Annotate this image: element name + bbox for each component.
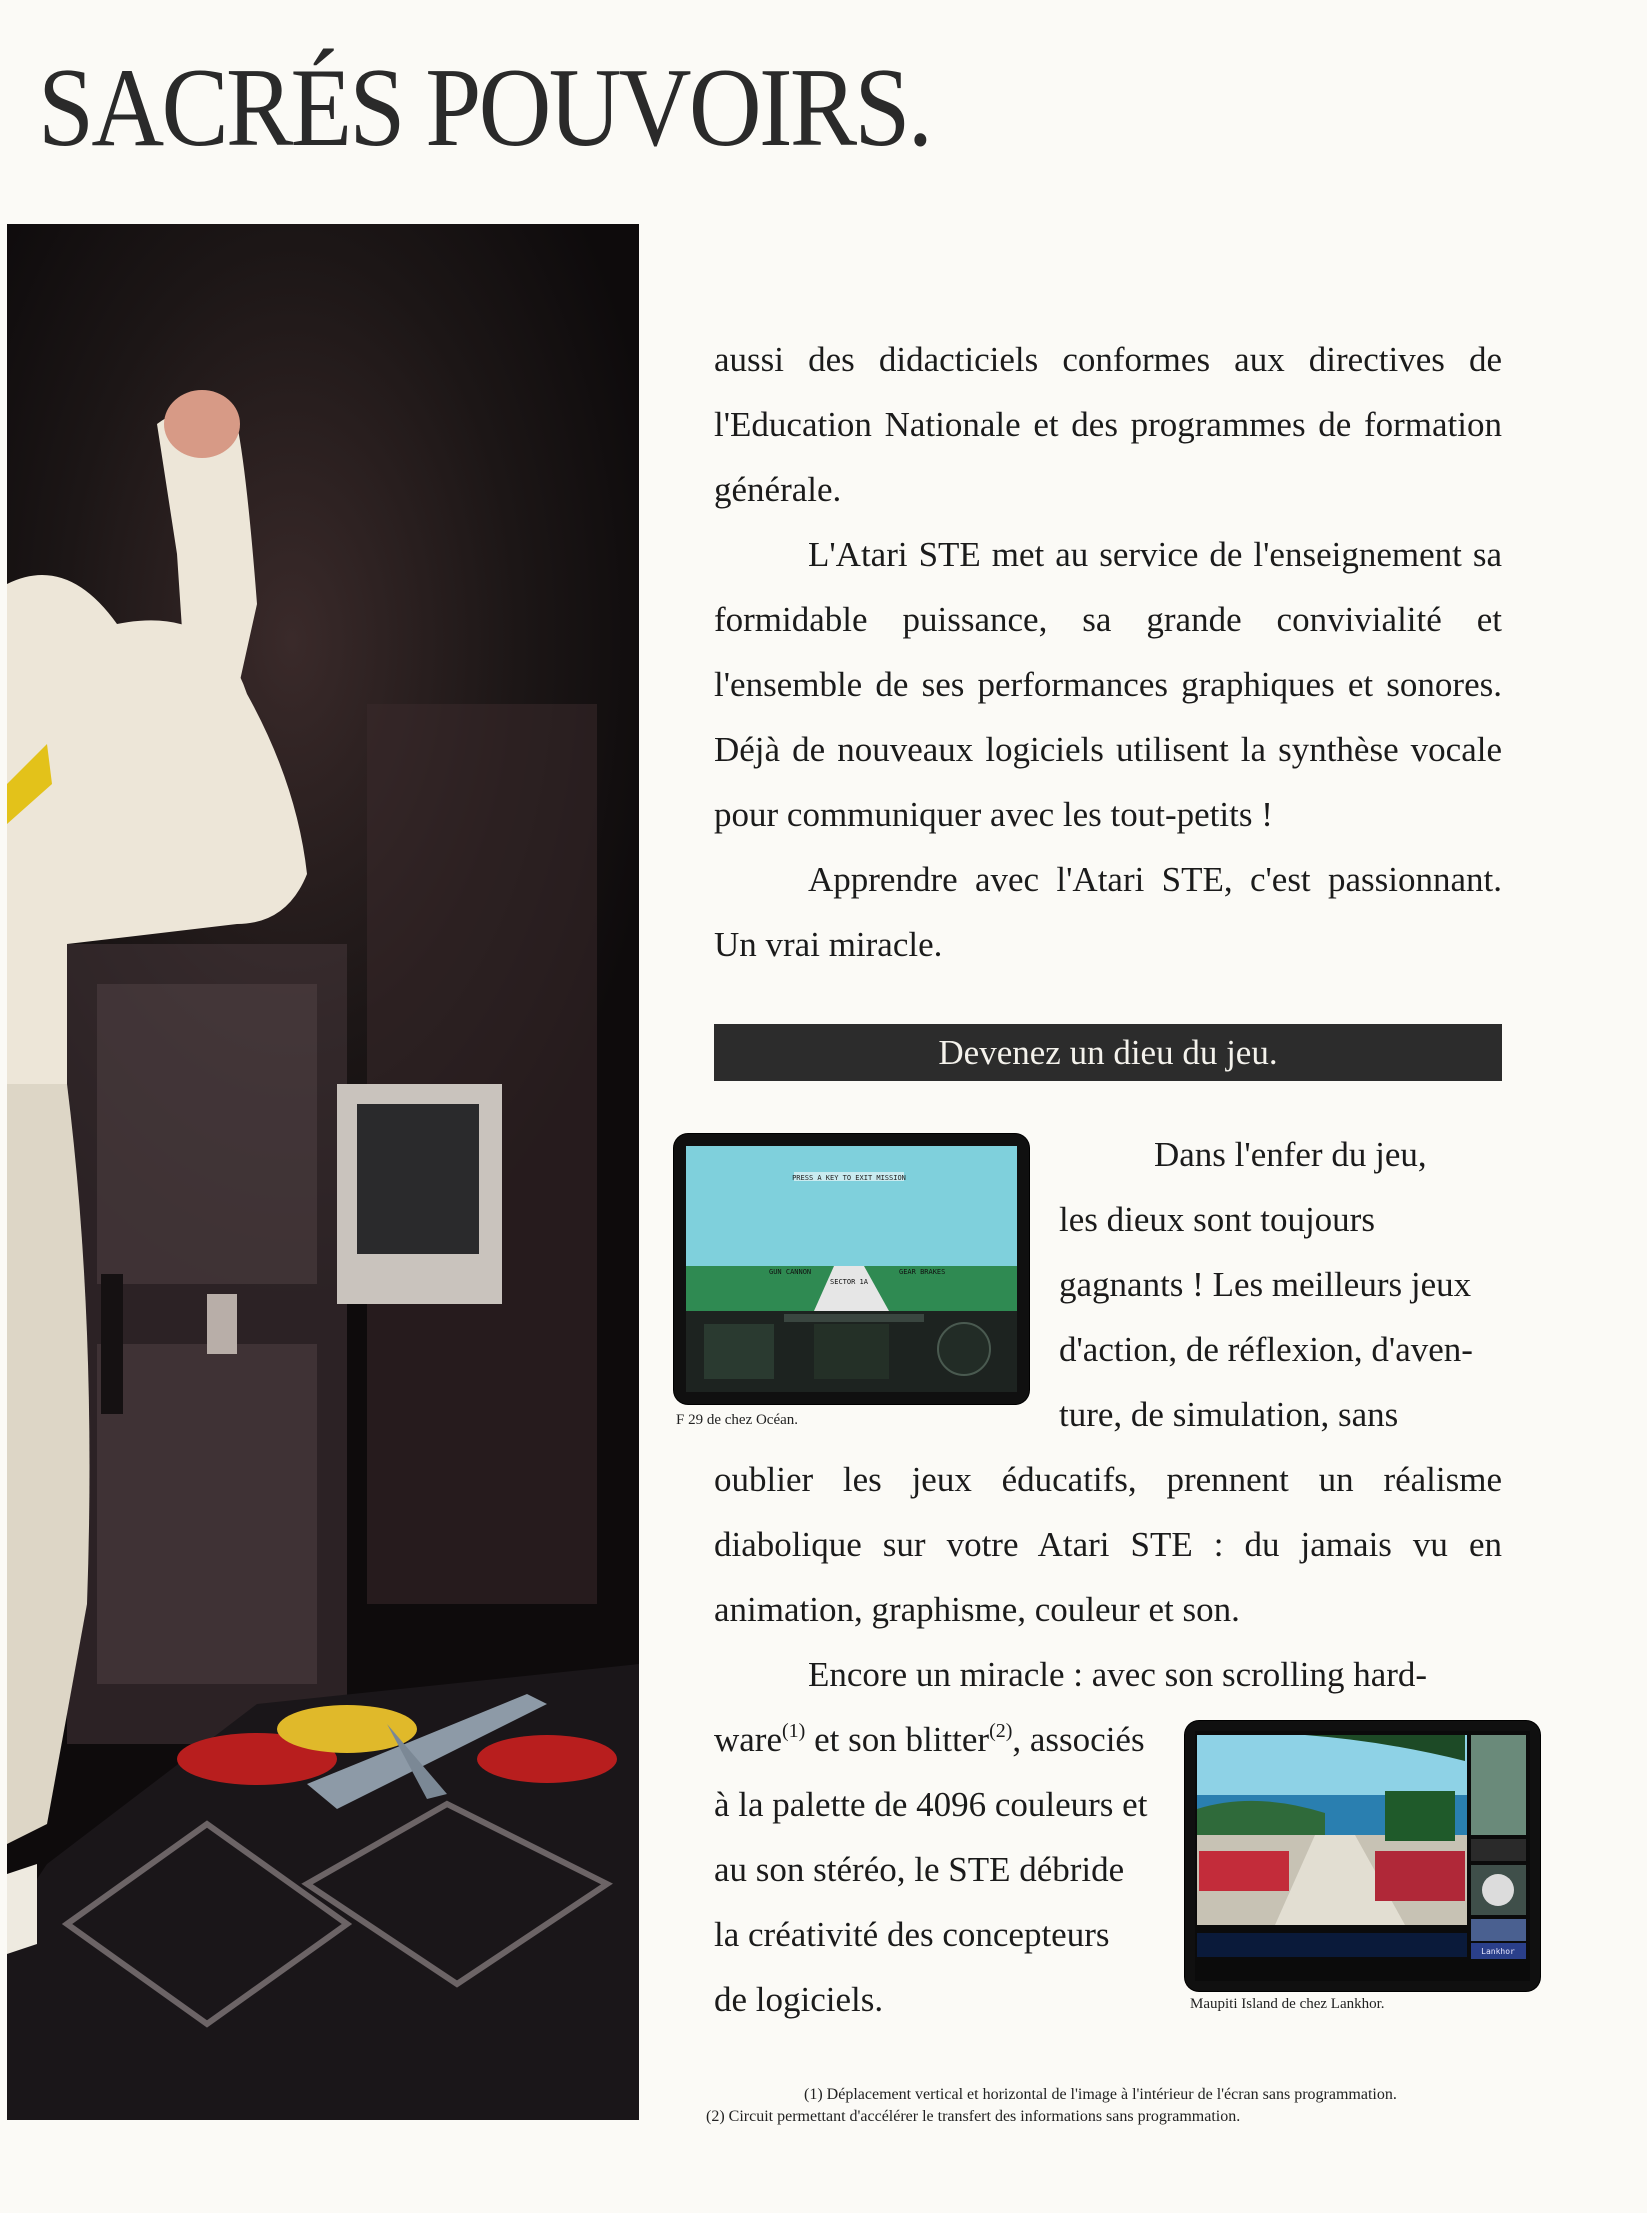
maupiti-wrap-line-2: à la palette de 4096 couleurs et bbox=[714, 1785, 1148, 1824]
wrap-line-4: d'action, de réflexion, d'aven- bbox=[1059, 1330, 1473, 1369]
text-blitter: et son blitter bbox=[805, 1720, 990, 1759]
column-maupiti-wrap bbox=[714, 1707, 1154, 2032]
column-game-wrap bbox=[1059, 1122, 1502, 1447]
footnote-2: (2) Circuit permettant d'accélérer le transfert des informations sans programmation. bbox=[706, 2108, 1241, 2125]
paragraph-apprendre: Apprendre avec l'Atari STE, c'est passionnant. Un vrai miracle. bbox=[714, 860, 1502, 964]
wrap-line-5: ture, de simulation, sans bbox=[1059, 1395, 1399, 1434]
paragraph-realisme: oublier les jeux éducatifs, prennent un réalisme diabolique sur votre Atari STE : du jamais vu en animation, graphisme, couleur et son. bbox=[714, 1460, 1502, 1629]
maupiti-wrap-line-3: au son stéréo, le STE débride bbox=[714, 1850, 1125, 1889]
footnote-ref-1: (1) bbox=[782, 1720, 806, 1742]
maupiti-wrap-line-5: de logiciels. bbox=[714, 1980, 884, 2019]
caption-maupiti: Maupiti Island de chez Lankhor. bbox=[1190, 1996, 1385, 2012]
wrap-line-3: gagnants ! Les meilleurs jeux bbox=[1059, 1265, 1472, 1304]
wrap-line-2: les dieux sont toujours bbox=[1059, 1200, 1375, 1239]
screenshot-maupiti bbox=[1185, 1721, 1540, 1991]
screenshot-f29 bbox=[674, 1134, 1029, 1404]
f29-hud-weapon: GUN CANNON bbox=[769, 1268, 812, 1276]
footnotes bbox=[706, 2084, 1397, 2128]
f29-hud-top: PRESS A KEY TO EXIT MISSION bbox=[792, 1174, 906, 1182]
maupiti-status-label: Lankhor bbox=[1481, 1947, 1515, 1956]
photo-child-jumping bbox=[7, 224, 639, 2120]
text-associes: , associés bbox=[1012, 1720, 1145, 1759]
f29-game-scene bbox=[674, 1134, 1029, 1404]
paragraph-miracle-first: Encore un miracle : avec son scrolling hard- bbox=[808, 1655, 1428, 1694]
maupiti-wrap-line-4: la créativité des concepteurs bbox=[714, 1915, 1110, 1954]
wrap-line-1: Dans l'enfer du jeu, bbox=[1154, 1135, 1427, 1174]
column-education bbox=[714, 327, 1502, 977]
footnote-1: (1) Déplacement vertical et horizontal de l'image à l'intérieur de l'écran sans programmation. bbox=[804, 2086, 1397, 2103]
maupiti-game-scene bbox=[1185, 1721, 1540, 1991]
paragraph-atari-enseignement: L'Atari STE met au service de l'enseignement sa formidable puissance, sa grande convivialité et l'ensemble de ses performances graphiques et sonores. Déjà de nouveaux logiciels utilisent la synthèse vocale pour communiquer avec les tout-petits ! bbox=[714, 535, 1502, 834]
paragraph-didacticiels: aussi des didacticiels conformes aux directives de l'Education Nationale et des programmes de formation générale. bbox=[714, 340, 1502, 509]
f29-hud-sector: SECTOR 1A bbox=[830, 1278, 868, 1286]
photo-illustration bbox=[7, 224, 639, 2120]
footnote-ref-2: (2) bbox=[989, 1720, 1013, 1742]
page-title: SACRÉS POUVOIRS. bbox=[38, 46, 931, 170]
f29-hud-gear: GEAR BRAKES bbox=[899, 1268, 946, 1276]
maupiti-wrap-line-1 bbox=[714, 1707, 1154, 1772]
text-ware: ware bbox=[714, 1720, 783, 1759]
caption-f29: F 29 de chez Océan. bbox=[676, 1412, 799, 1428]
column-game-full bbox=[714, 1447, 1502, 1707]
section-banner: Devenez un dieu du jeu. bbox=[714, 1024, 1502, 1081]
